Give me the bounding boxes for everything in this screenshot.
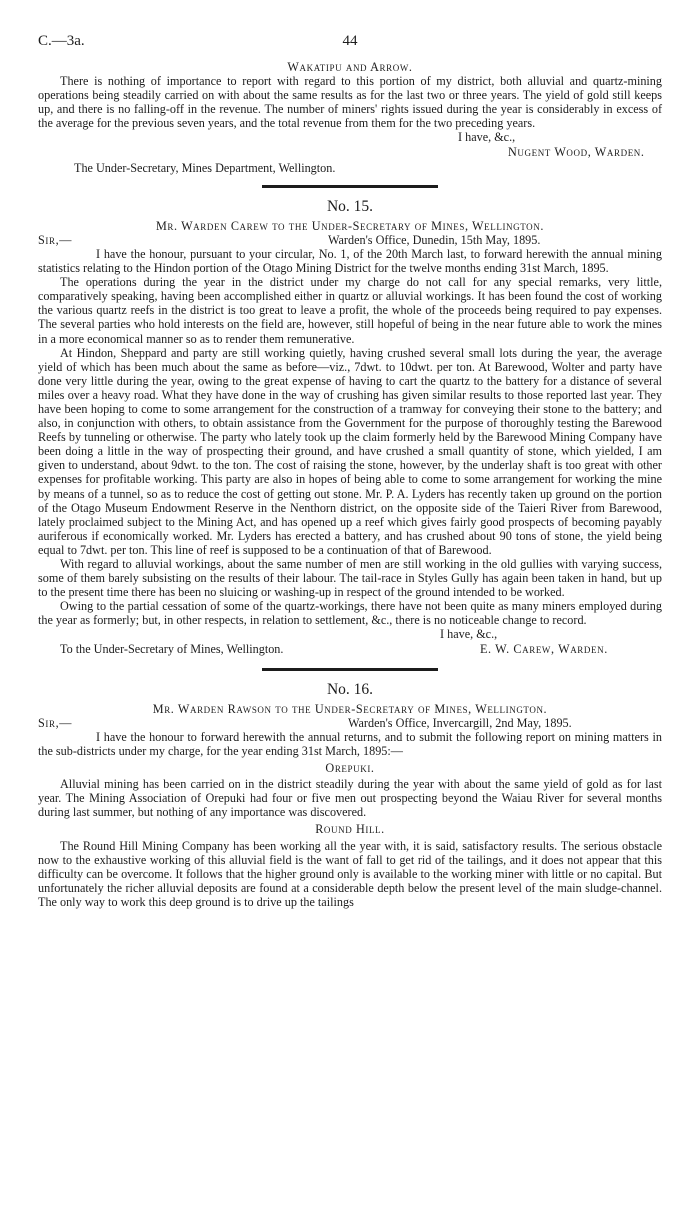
no15-office: Warden's Office, Dunedin, 15th May, 1895. <box>328 232 541 247</box>
page-header <box>38 34 662 60</box>
wakatipu-address: The Under-Secretary, Mines Department, Wellington. <box>74 160 336 175</box>
wakatipu-closing: I have, &c., <box>458 130 516 145</box>
no16-office: Warden's Office, Invercargill, 2nd May, 1895. <box>348 715 572 730</box>
section-divider <box>262 185 438 188</box>
wakatipu-signature: Nugent Wood, Warden. <box>508 144 645 159</box>
report-reference: C.—3a. <box>38 33 85 49</box>
no15-salutation-line <box>38 233 662 247</box>
round-hill-paragraph: The Round Hill Mining Company has been working all the year with, it is said, satisfactory results. The serious obstacle now to the exhaustive working of this alluvial field is the want of fall to get rid of the tailings, and it does not appear that this difficulty can be overcome. It follows that the higher ground only is available to the working miner with little or no capital. But unfortunately the richer alluvial deposits are found at a considerable depth below the present level of the main sludge-channel. The only way to work this deep ground is to drive up the tailings <box>38 838 662 909</box>
no15-heading: Mr. Warden Carew to the Under-Secretary of Mines, Wellington. <box>155 218 545 233</box>
no16-salutation-line <box>38 716 662 730</box>
no15-paragraph-5: Owing to the partial cessation of some of the quartz-workings, there have not been quite as many miners employed during the year as formerly; but, in other respects, in relation to settlement, &c., there is no noticeable change to record. <box>38 599 662 628</box>
wakatipu-signature-line <box>38 145 662 159</box>
no15-paragraph-1: I have the honour, pursuant to your circular, No. 1, of the 20th March last, to forward herewith the annual mining statistics relating to the Hindon portion of the Otago Mining District for the twelve months ending 31st March, 1895. <box>38 246 662 276</box>
page-number: 44 <box>342 33 358 49</box>
wakatipu-address-line <box>38 159 662 173</box>
no15-signature-line <box>38 642 662 656</box>
wakatipu-paragraph: There is nothing of importance to report with regard to this portion of my district, both alluvial and quartz-mining operations being steadily carried on with about the same results as for the last two or three years. The yield of gold still keeps up, and there is no falling-off in the revenue. The number of miners' rights issued during the year is considerably in excess of the average for the previous seven years, and the total revenue from them for the two preceding years. <box>38 74 662 131</box>
section-divider-2 <box>262 668 438 671</box>
wakatipu-heading: Wakatipu and Arrow. <box>287 60 413 74</box>
wakatipu-closing-line <box>38 130 662 144</box>
no15-address: To the Under-Secretary of Mines, Wellington. <box>60 641 284 656</box>
no16-paragraph-1: I have the honour to forward herewith the annual returns, and to submit the following report on mining matters in the sub-districts under my charge, for the year ending 31st March, 1895:— <box>38 729 662 758</box>
no16-salutation: Sir,— <box>38 715 73 730</box>
no16-title: No. 16. <box>326 680 374 698</box>
orepuki-heading: Orepuki. <box>325 761 375 776</box>
no15-closing: I have, &c., <box>440 627 498 642</box>
no15-salutation: Sir,— <box>38 232 73 247</box>
no15-paragraph-2: The operations during the year in the district under my charge do not call for any special remarks, very little, comparatively speaking, having been accomplished either in quartz or alluvial workings. It has been found the cost of working the various quartz reefs in the district is too great to leave a profit, the whole of the proceeds being required to pay expenses. The several parties who hold interests on the field are, however, still hopeful of being in the near future able to work the mines in a more economical manner so as to render them remunerative. <box>38 275 662 346</box>
no15-paragraph-4: With regard to alluvial workings, about the same number of men are still working in the old gullies with varying success, some of them barely subsisting on the results of their labour. The tail-race in Styles Gully has again been taken in hand, but up to the present time there has been no sluicing or washing-up in respect of the ground intended to be worked. <box>38 557 662 600</box>
no15-closing-line <box>38 627 662 641</box>
round-hill-heading: Round Hill. <box>315 822 385 837</box>
no15-paragraph-3: At Hindon, Sheppard and party are still working quietly, having crushed several small lots during the year, the average yield of which has been much about the same as before—viz., 7dwt. to 10dwt. per ton. At Barewood, Wolter and party have done very little during the year, owing to the great expense of having to cart the quartz to the battery for a distance of several miles over a heavy road. What they have done in the way of crushing has given similar results to those reported last year. They have been hoping to come to some arrangement for the construction of a tramway for conveying their stone to the battery; and also, in conjunction with others, to obtain assistance from the Government for the purpose of thoroughly testing the Barewood Reefs by tunneling or otherwise. The party who lately took up the claim formerly held by the Barewood Mining Company have been doing a little in the way of prospecting their ground, and have crushed a small quantity of stone, which yielded, I am given to understand, about 9dwt. to the ton. The cost of raising the stone, however, by the underlay shaft is too great with other expenses for profitable working. This party are also in hopes of being able to come to some arrangement for working the mine by means of a tunnel, so as to reduce the cost of getting out stone. Mr. P. A. Lyders has recently taken up ground on the portion of the Otago Museum Endowment Reserve in the Nenthorn district, on the opposite side of the Taieri River from Barewood, lately proclaimed subject to the Mining Act, and has opened up a reef which gives fairly good prospects of becoming payably auriferous if economically worked. Mr. Lyders has erected a battery, and has crushed about 90 tons of stone, the yield being equal to 7dwt. per ton. This line of reef is supposed to be a continuation of that of Barewood. <box>38 345 662 557</box>
orepuki-paragraph: Alluvial mining has been carried on in the district steadily during the year with about the same yield of gold as for last year. The Mining Association of Orepuki had four or five men out prospecting beyond the Waiau River for several months during last summer, but nothing of any importance was discovered. <box>38 777 662 820</box>
no15-title: No. 15. <box>326 197 374 215</box>
no16-heading: Mr. Warden Rawson to the Under-Secretary of Mines, Wellington. <box>152 701 548 716</box>
no15-signature: E. W. Carew, Warden. <box>480 641 608 656</box>
